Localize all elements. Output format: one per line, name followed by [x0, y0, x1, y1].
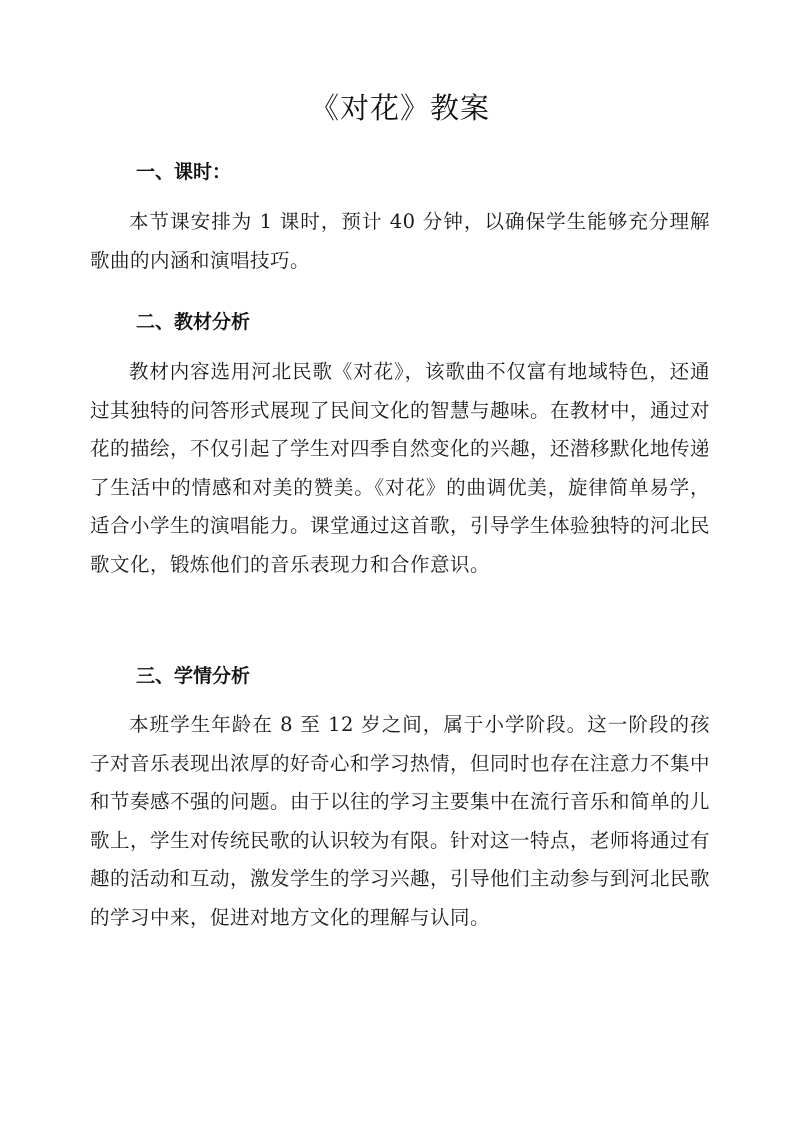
document-title: 《对花》教案 [309, 91, 490, 125]
section-body-class-hours: 本节课安排为 1 课时，预计 40 分钟，以确保学生能够充分理解歌曲的内涵和演唱技巧。 [90, 210, 710, 272]
section-body-material-analysis: 教材内容选用河北民歌《对花》，该歌曲不仅富有地域特色，还通过其独特的问答形式展现了民间文化的智慧与趣味。在教材中，通过对花的描绘，不仅引起了学生对四季自然变化的兴趣，还潜移默化地传递了生活中的情感和对美的赞美。《对花》的曲调优美，旋律简单易学，适合小学生的演唱能力。课堂通过这首歌，引导学生体验独特的河北民歌文化，锻炼他们的音乐表现力和合作意识。 [90, 360, 711, 576]
section-body-student-analysis: 本班学生年龄在 8 至 12 岁之间，属于小学阶段。这一阶段的孩子对音乐表现出浓厚的好奇心和学习热情，但同时也存在注意力不集中和节奏感不强的问题。由于以往的学习主要集中在流行音乐和简单的儿歌上，学生对传统民歌的认识较为有限。针对这一特点，老师将通过有趣的活动和互动，激发学生的学习兴趣，引导他们主动参与到河北民歌的学习中来，促进对地方文化的理解与认同。 [90, 713, 711, 929]
section-heading-class-hours: 一、课时： [136, 161, 232, 183]
section-heading-material-analysis: 二、教材分析 [136, 311, 251, 333]
section-heading-student-analysis: 三、学情分析 [136, 665, 251, 687]
